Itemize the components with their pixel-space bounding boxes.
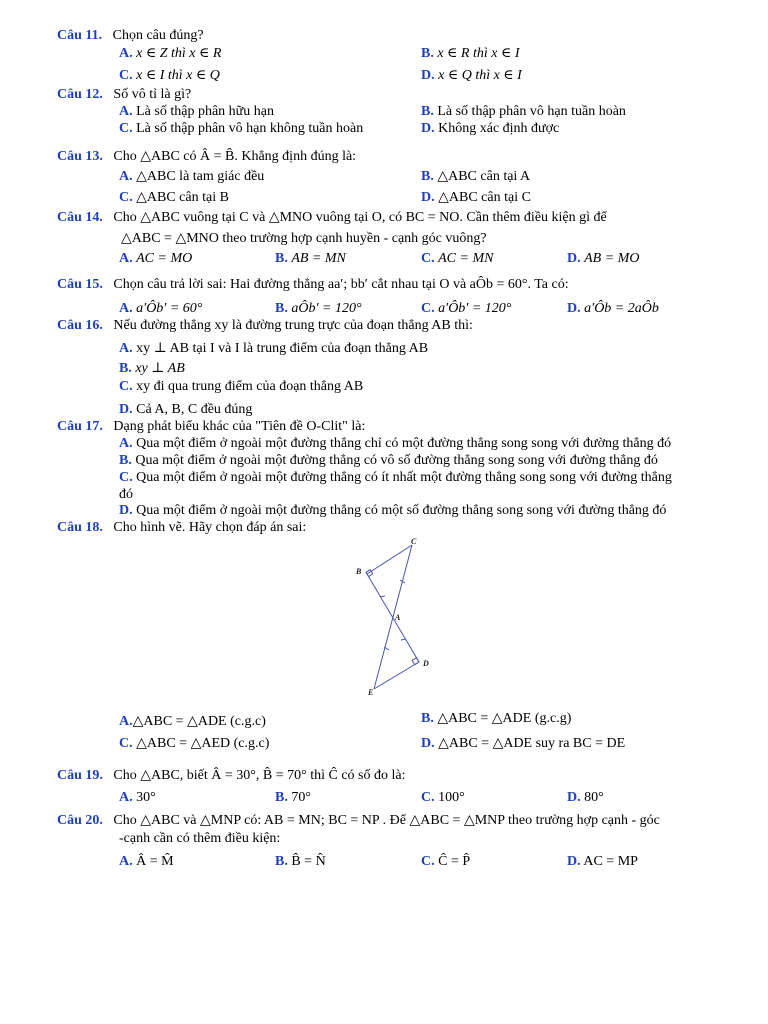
right-angle-d <box>412 658 419 665</box>
answer-b[interactable] <box>421 103 626 120</box>
answer-text: x ∈ Z thì x ∈ R <box>136 46 222 61</box>
answer-label: C. <box>119 121 133 136</box>
answer-text: △ABC = △ADE (g.c.g) <box>437 711 572 726</box>
question-text: Nếu đường thẳng xy là đường trung trực của đoạn thẳng AB thì: <box>113 318 473 333</box>
answer-text: Cả A, B, C đều đúng <box>136 402 253 417</box>
question-text: Chọn câu trả lời sai: Hai đường thẳng aa′; bb′ cắt nhau tại O và aÔb = 60°. Ta có: <box>113 277 569 292</box>
answer-text: Là số thập phân vô hạn không tuần hoàn <box>136 121 364 136</box>
answer-text: 100° <box>438 790 465 805</box>
answer-d[interactable] <box>119 502 666 519</box>
answer-text: △ABC = △ADE suy ra BC = DE <box>438 736 626 751</box>
point-label-a: A <box>395 613 401 622</box>
answer-a[interactable] <box>119 713 266 730</box>
answer-label: B. <box>421 46 434 61</box>
question-number: Câu 16. <box>57 318 103 333</box>
question-text: Cho △ABC có Â = B̂. Khẳng định đúng là: <box>113 149 357 164</box>
answer-c[interactable] <box>421 300 511 317</box>
question-text: Cho hình vẽ. Hãy chọn đáp án sai: <box>113 520 307 535</box>
answer-d[interactable] <box>567 853 638 870</box>
answer-a[interactable] <box>119 789 156 806</box>
answer-a[interactable] <box>119 168 264 185</box>
answer-text: Không xác định được <box>438 121 560 136</box>
answer-a[interactable] <box>119 340 428 357</box>
answer-a[interactable] <box>119 45 221 62</box>
answer-text: △ABC cân tại A <box>437 169 531 184</box>
answer-text: Là số thập phân vô hạn tuần hoàn <box>437 104 626 119</box>
question-text-cont: △ABC = △MNO theo trường hợp cạnh huyền - cạnh góc vuông? <box>121 231 487 246</box>
question-15 <box>57 276 569 293</box>
answer-c[interactable] <box>119 735 269 752</box>
answer-label: D. <box>567 790 581 805</box>
answer-label: C. <box>119 736 133 751</box>
answer-label: D. <box>567 251 581 266</box>
answer-label: B. <box>421 169 434 184</box>
answer-b[interactable] <box>119 452 658 469</box>
answer-c[interactable] <box>119 469 672 486</box>
question-text: Cho △ABC, biết Â = 30°, B̂ = 70° thì Ĉ có số đo là: <box>113 768 406 783</box>
segment-ce <box>374 545 412 689</box>
answer-b[interactable] <box>421 168 530 185</box>
answer-label: D. <box>421 736 435 751</box>
answer-a[interactable] <box>119 853 174 870</box>
question-16 <box>57 317 473 334</box>
answer-b[interactable] <box>275 300 362 317</box>
answer-d[interactable] <box>567 789 604 806</box>
answer-label: C. <box>421 251 435 266</box>
answer-text: x ∈ R thì x ∈ I <box>437 46 520 61</box>
answer-b[interactable] <box>421 45 520 62</box>
answer-label: C. <box>421 854 435 869</box>
question-13 <box>57 148 356 165</box>
answer-label: B. <box>275 854 288 869</box>
answer-label: A. <box>119 46 133 61</box>
answer-label: A. <box>119 790 133 805</box>
answer-text: 70° <box>291 790 311 805</box>
point-label-e: E <box>368 688 374 697</box>
answer-d[interactable] <box>421 735 625 752</box>
answer-c[interactable] <box>119 378 363 395</box>
question-12 <box>57 86 191 103</box>
answer-d[interactable] <box>421 189 531 206</box>
answer-d[interactable] <box>567 250 639 267</box>
answer-label: B. <box>119 361 132 376</box>
geometry-figure <box>340 536 440 701</box>
answer-text: xy đi qua trung điểm của đoạn thẳng AB <box>136 379 364 394</box>
question-number: Câu 17. <box>57 419 103 434</box>
question-number: Câu 12. <box>57 87 103 102</box>
answer-label: A. <box>119 301 133 316</box>
question-text: Dạng phát biểu khác của "Tiên đề O-Clit" là: <box>113 419 366 434</box>
question-number: Câu 19. <box>57 768 103 783</box>
answer-a[interactable] <box>119 103 274 120</box>
answer-label: D. <box>119 402 133 417</box>
answer-text: AC = MN <box>438 251 494 266</box>
question-number: Câu 11. <box>57 28 103 43</box>
question-number: Câu 14. <box>57 210 103 225</box>
answer-label: D. <box>421 190 435 205</box>
answer-a[interactable] <box>119 435 671 452</box>
answer-text: AB = MO <box>584 251 640 266</box>
question-number: Câu 13. <box>57 149 103 164</box>
answer-b[interactable] <box>119 360 185 377</box>
question-number: Câu 18. <box>57 520 103 535</box>
answer-text: Qua một điểm ở ngoài một đường thẳng có ít nhất một đường thẳng song song với đường thẳng <box>136 470 672 485</box>
answer-b[interactable] <box>275 250 346 267</box>
point-label-b: B <box>356 567 362 576</box>
question-text: Cho △ABC và △MNP có: AB = MN; BC = NP . Để △ABC = △MNP theo trường hợp cạnh - góc <box>113 813 660 828</box>
answer-text: B̂ = N̂ <box>291 854 326 869</box>
question-text: Số vô tỉ là gì? <box>113 87 192 102</box>
answer-label: C. <box>421 301 435 316</box>
answer-label: B. <box>119 453 132 468</box>
answer-text: 80° <box>584 790 604 805</box>
answer-label: D. <box>421 68 435 83</box>
answer-label: B. <box>275 301 288 316</box>
answer-label: A. <box>119 854 133 869</box>
answer-label: D. <box>567 854 581 869</box>
answer-label: C. <box>119 470 133 485</box>
question-20 <box>57 812 660 829</box>
segment-de <box>374 662 419 689</box>
answer-a[interactable] <box>119 250 192 267</box>
answer-a[interactable] <box>119 300 202 317</box>
answer-text: Â = M̂ <box>136 854 174 869</box>
answer-c[interactable] <box>421 789 465 806</box>
answer-b[interactable] <box>275 789 311 806</box>
answer-text: Là số thập phân hữu hạn <box>136 104 274 119</box>
question-14 <box>57 209 607 226</box>
answer-text: △ABC là tam giác đều <box>136 169 265 184</box>
question-text-cont: -cạnh cần có thêm điều kiện: <box>119 831 281 846</box>
answer-label: B. <box>275 251 288 266</box>
answer-text: xy ⊥ AB tại I và I là trung điểm của đoạn thẳng AB <box>136 341 429 356</box>
answer-text: a′Ôb = 2aÔb <box>584 301 659 316</box>
answer-label: A. <box>119 169 133 184</box>
answer-label: B. <box>275 790 288 805</box>
answer-text: AB = MN <box>291 251 346 266</box>
answer-label: A. <box>119 104 133 119</box>
answer-label: C. <box>421 790 435 805</box>
answer-label: A. <box>119 436 133 451</box>
answer-text: a′Ôb′ = 60° <box>136 301 203 316</box>
answer-c[interactable] <box>119 120 363 137</box>
tick-ba <box>380 596 385 597</box>
answer-c[interactable] <box>119 189 229 206</box>
question-19 <box>57 767 406 784</box>
answer-label: A. <box>119 341 133 356</box>
answer-label: D. <box>421 121 435 136</box>
answer-text: △ABC cân tại B <box>136 190 229 205</box>
answer-label: B. <box>421 104 434 119</box>
question-11 <box>57 27 204 44</box>
tick-ad <box>401 639 406 640</box>
answer-b[interactable] <box>275 853 326 870</box>
answer-d[interactable] <box>421 67 522 84</box>
answer-text: △ABC cân tại C <box>438 190 531 205</box>
answer-text: AC = MP <box>583 854 638 869</box>
question-18 <box>57 519 306 536</box>
question-number: Câu 20. <box>57 813 103 828</box>
answer-text: AC = MO <box>136 251 193 266</box>
answer-text: Qua một điểm ở ngoài một đường thẳng chỉ có một đường thẳng song song với đường thẳng đó <box>136 436 672 451</box>
answer-text: 30° <box>136 790 156 805</box>
answer-text: Qua một điểm ở ngoài một đường thẳng có vô số đường thẳng song song với đường thẳng đó <box>135 453 658 468</box>
answer-label: A. <box>119 714 133 729</box>
answer-text: a′Ôb′ = 120° <box>438 301 512 316</box>
answer-label: B. <box>421 711 434 726</box>
answer-b[interactable] <box>421 710 571 727</box>
answer-label: C. <box>119 379 133 394</box>
answer-text: Ĉ = P̂ <box>438 854 471 869</box>
answer-text: Qua một điểm ở ngoài một đường thẳng có một số đường thẳng song song với đường thẳng đó <box>136 503 667 518</box>
answer-c[interactable] <box>119 67 220 84</box>
answer-text: aÔb′ = 120° <box>291 301 362 316</box>
answer-d[interactable] <box>567 300 659 317</box>
answer-d[interactable] <box>119 401 252 418</box>
answer-label: D. <box>567 301 581 316</box>
answer-text: x ∈ I thì x ∈ Q <box>136 68 220 83</box>
answer-c[interactable] <box>421 250 493 267</box>
question-17 <box>57 418 365 435</box>
question-text: Chọn câu đúng? <box>112 28 204 43</box>
answer-c-cont: đó <box>119 487 133 502</box>
answer-label: D. <box>119 503 133 518</box>
point-label-c: C <box>411 537 417 546</box>
answer-text: △ABC = △ADE (c.g.c) <box>132 714 266 729</box>
answer-text: △ABC = △AED (c.g.c) <box>136 736 270 751</box>
answer-text: x ∈ Q thì x ∈ I <box>438 68 522 83</box>
answer-label: A. <box>119 251 133 266</box>
answer-d[interactable] <box>421 120 559 137</box>
answer-text: xy ⊥ AB <box>135 361 185 376</box>
answer-c[interactable] <box>421 853 470 870</box>
answer-label: C. <box>119 68 133 83</box>
question-number: Câu 15. <box>57 277 103 292</box>
answer-label: C. <box>119 190 133 205</box>
question-text: Cho △ABC vuông tại C và △MNO vuông tại O, có BC = NO. Cần thêm điều kiện gì để <box>113 210 607 225</box>
point-label-d: D <box>423 659 429 668</box>
